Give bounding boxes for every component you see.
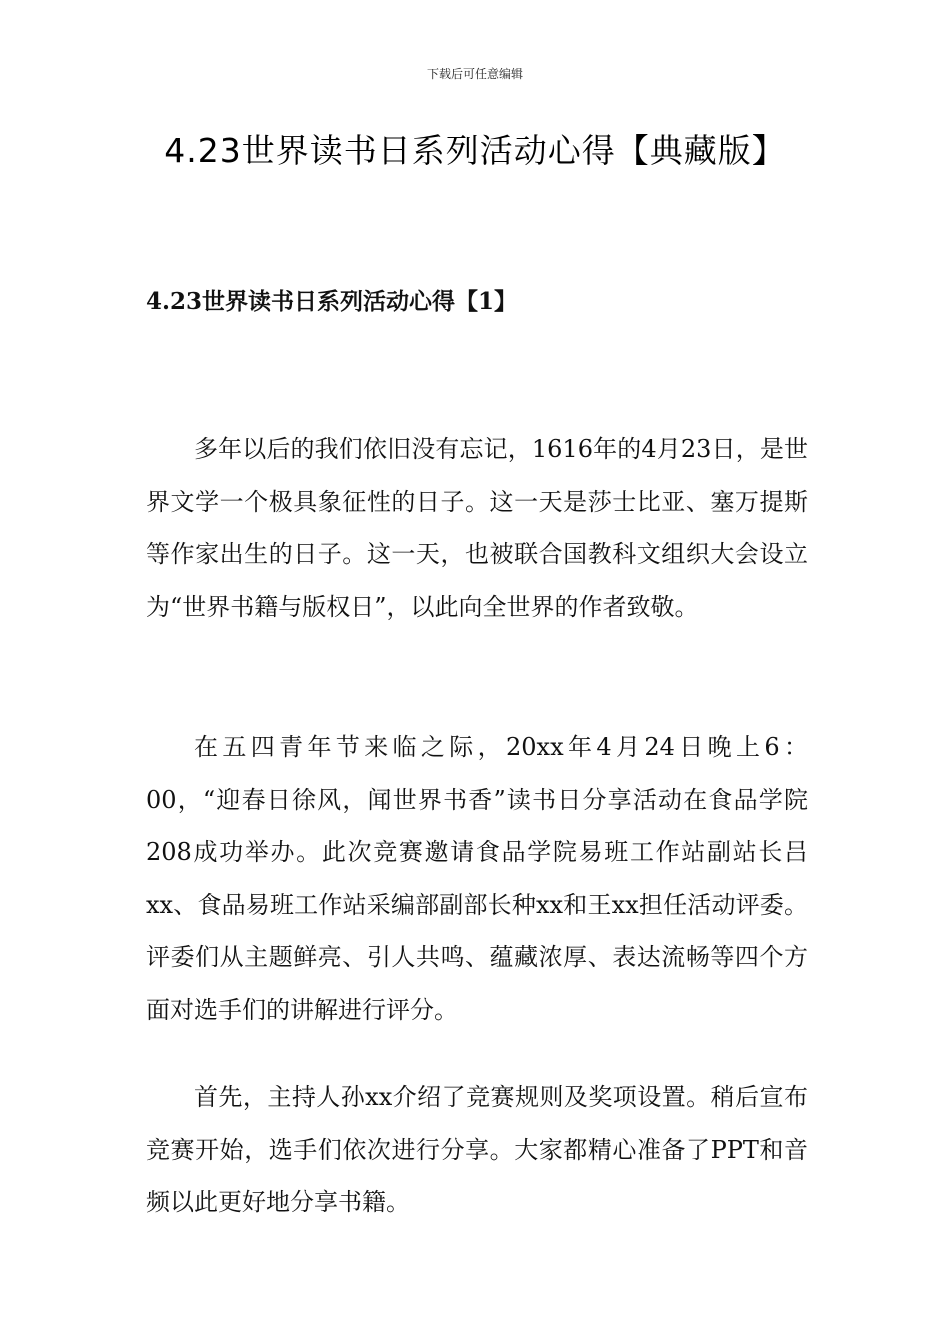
document-title: 4.23世界读书日系列活动心得【典藏版】 [164, 131, 786, 170]
body-paragraph-1: 多年以后的我们依旧没有忘记，1616年的4月23日，是世界文学一个极具象征性的日子。这一天是莎士比亚、塞万提斯等作家出生的日子。这一天，也被联合国教科文组织大会设立为“世界书籍与版权日”，以此向全世界的作者致敬。 [146, 435, 808, 621]
body-paragraph-3: 首先，主持人孙xx介绍了竞赛规则及奖项设置。稍后宣布竞赛开始，选手们依次进行分享。大家都精心准备了PPT和音频以此更好地分享书籍。 [146, 1083, 808, 1216]
body-paragraph-2: 在五四青年节来临之际，20xx年4月24日晚上6：00，“迎春日徐风，闻世界书香”读书日分享活动在食品学院208成功举办。此次竞赛邀请食品学院易班工作站副站长吕xx、食品易班工作站采编部副部长种xx和王xx担任活动评委。评委们从主题鲜亮、引人共鸣、蕴藏浓厚、表达流畅等四个方面对选手们的讲解进行评分。 [146, 733, 808, 1024]
section-heading: 4.23世界读书日系列活动心得【1】 [146, 288, 518, 315]
header-note: 下载后可任意编辑 [426, 67, 523, 81]
